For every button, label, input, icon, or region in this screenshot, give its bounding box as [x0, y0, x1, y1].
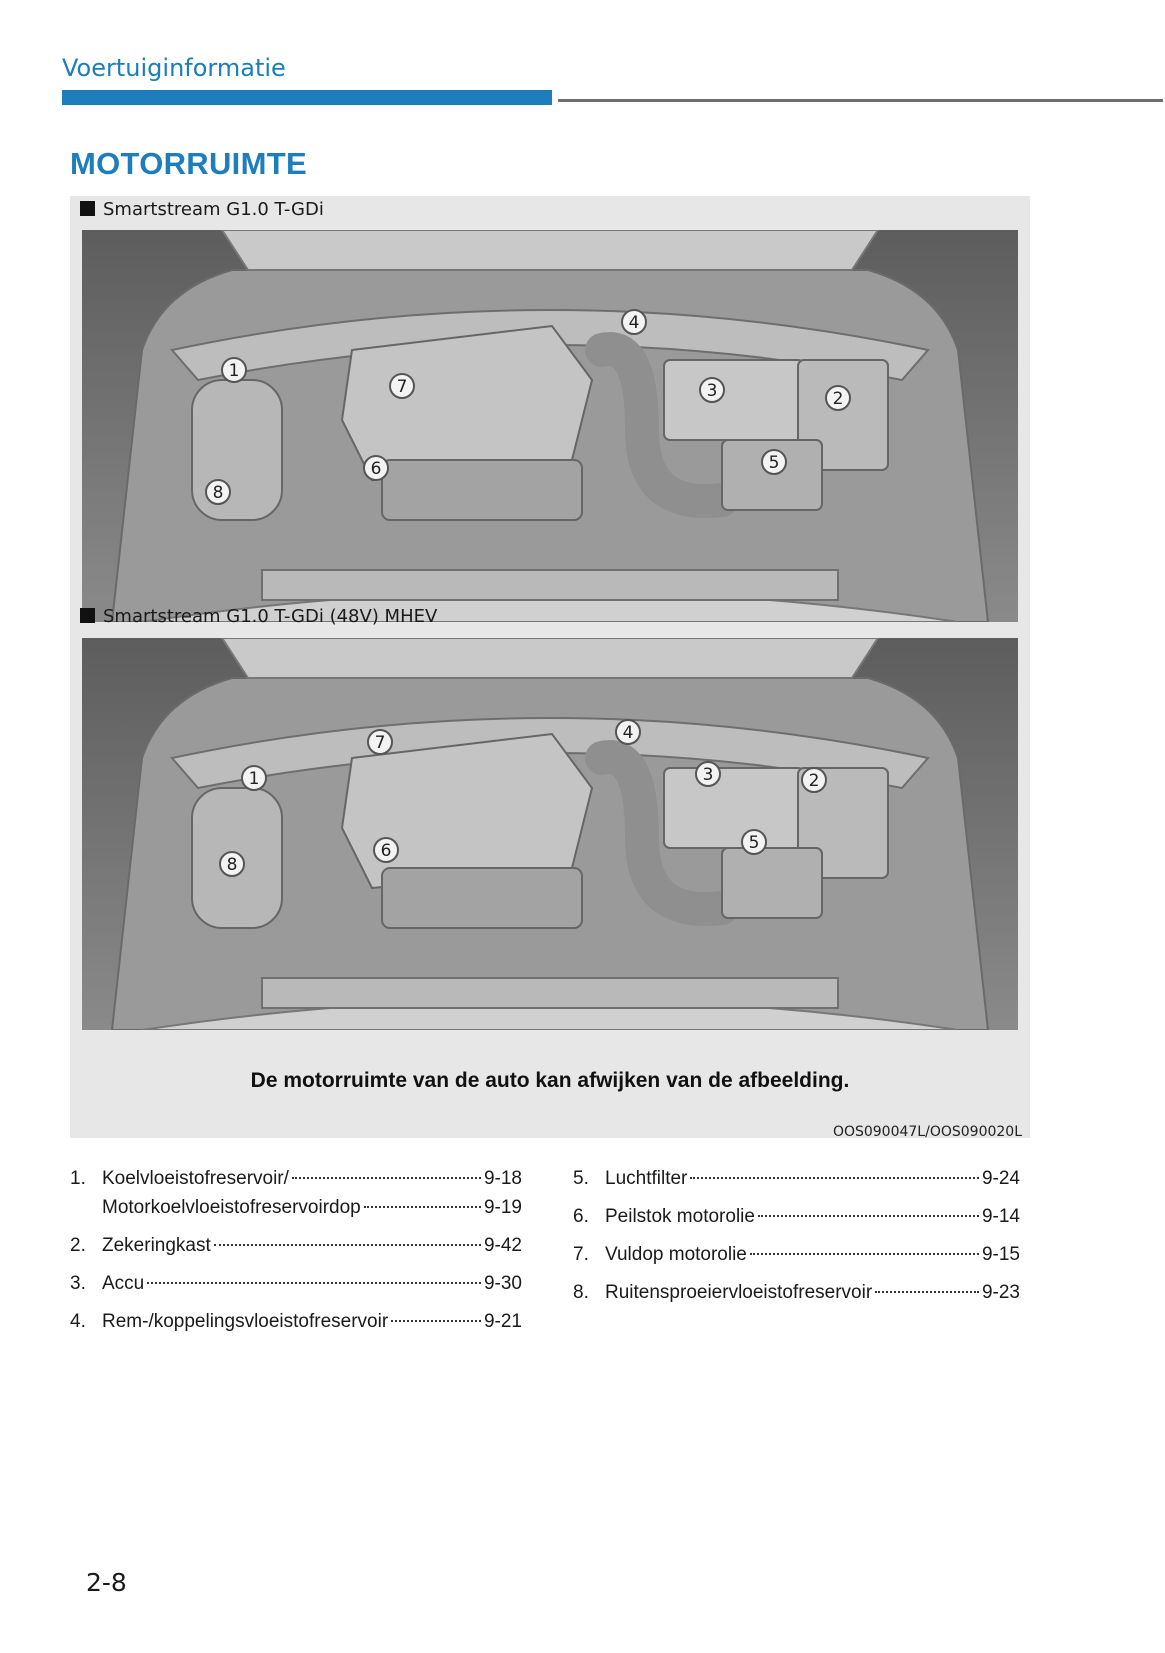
legend-page-ref: 9-24: [981, 1168, 1020, 1189]
legend-item: [70, 1164, 522, 1222]
callout-number: 7: [374, 733, 386, 753]
engine-bay-illustration-mhev: [82, 638, 1018, 1030]
callout-battery: [700, 378, 724, 402]
callout-air-filter: [742, 830, 766, 854]
legend-line: [70, 1193, 522, 1222]
legend-number: 5.: [573, 1168, 589, 1189]
radiator-support-shape: [262, 978, 838, 1008]
legend-item: [573, 1240, 1020, 1269]
leader-dots: [391, 1320, 481, 1322]
legend-number: 7.: [573, 1244, 589, 1265]
legend-item: [70, 1269, 522, 1298]
callout-number: 1: [228, 361, 240, 381]
callout-number: 3: [706, 381, 718, 401]
legend-page-ref: 9-30: [483, 1273, 522, 1294]
callout-fuse-box: [826, 386, 850, 410]
callout-number: 2: [832, 389, 844, 409]
leader-dots: [758, 1215, 979, 1217]
cowl-panel: [222, 638, 878, 678]
callout-coolant-reservoir: [222, 358, 246, 382]
legend-line: [70, 1164, 522, 1193]
callout-number: 4: [622, 723, 634, 743]
legend-line: [573, 1202, 1020, 1231]
legend-line: [573, 1164, 1020, 1193]
legend-number: 3.: [70, 1273, 86, 1294]
callout-number: 8: [226, 855, 238, 875]
leader-dots: [690, 1177, 979, 1179]
legend-page-ref: 9-15: [981, 1244, 1020, 1265]
callout-oil-filler-cap: [368, 730, 392, 754]
callout-number: 5: [748, 833, 760, 853]
callout-oil-dipstick: [374, 838, 398, 862]
radiator-support-shape: [262, 570, 838, 600]
engine-bay-illustration-g10: [82, 230, 1018, 622]
legend-item: [573, 1202, 1020, 1231]
leader-dots: [364, 1206, 481, 1208]
legend-label: Koelvloeistofreservoir/: [102, 1168, 289, 1189]
legend-label: Peilstok motorolie: [605, 1206, 755, 1227]
legend-item: [573, 1164, 1020, 1193]
legend-label: Motorkoelvloeistofreservoirdop: [102, 1197, 361, 1218]
callout-number: 5: [768, 453, 780, 473]
figure-caption: De motorruimte van de auto kan afwijken van de afbeelding.: [250, 1069, 850, 1092]
callout-number: 4: [628, 313, 640, 333]
callout-number: 2: [808, 771, 820, 791]
legend-label: Accu: [102, 1273, 145, 1294]
callout-brake-clutch-fluid-reservoir: [616, 720, 640, 744]
legend-item: [573, 1278, 1020, 1307]
square-bullet-icon: [80, 201, 95, 216]
legend-page-ref: 9-23: [981, 1282, 1020, 1303]
intake-manifold-shape: [382, 868, 582, 928]
callout-number: 6: [370, 459, 382, 479]
legend-list-left: [70, 1164, 522, 1345]
callout-number: 7: [396, 377, 408, 397]
callout-number: 8: [212, 483, 224, 503]
legend-list-right: [573, 1164, 1020, 1316]
leader-dots: [750, 1253, 979, 1255]
variant-label-mhev: Smartstream G1.0 T-GDi (48V) MHEV: [80, 606, 437, 627]
variant-label-g10: Smartstream G1.0 T-GDi: [80, 199, 324, 220]
legend-item: [70, 1307, 522, 1336]
legend-page-ref: 9-18: [483, 1168, 522, 1189]
header-rule: [558, 99, 1163, 102]
callout-number: 3: [702, 765, 714, 785]
callout-air-filter: [762, 450, 786, 474]
legend-line: [573, 1240, 1020, 1269]
legend-page-ref: 9-19: [483, 1197, 522, 1218]
legend-number: 8.: [573, 1282, 589, 1303]
legend-page-ref: 9-21: [483, 1311, 522, 1332]
legend-line: [573, 1278, 1020, 1307]
air-filter-shape: [722, 848, 822, 918]
square-bullet-icon: [80, 608, 95, 623]
intake-manifold-shape: [382, 460, 582, 520]
callout-oil-dipstick: [364, 456, 388, 480]
callout-brake-clutch-fluid-reservoir: [622, 310, 646, 334]
legend-number: 4.: [70, 1311, 86, 1332]
callout-coolant-reservoir: [242, 766, 266, 790]
callout-oil-filler-cap: [390, 374, 414, 398]
leader-dots: [292, 1177, 481, 1179]
battery-shape: [664, 768, 804, 848]
leader-dots: [214, 1244, 481, 1246]
legend-label: Rem-/koppelingsvloeistofreservoir: [102, 1311, 389, 1332]
callout-number: 6: [380, 841, 392, 861]
legend-label: Ruitensproeiervloeistofreservoir: [605, 1282, 873, 1303]
legend-line: [70, 1231, 522, 1260]
page-title: MOTORRUIMTE: [70, 146, 307, 181]
legend-number: 1.: [70, 1168, 86, 1189]
legend-item: [70, 1231, 522, 1260]
legend-label: Luchtfilter: [605, 1168, 688, 1189]
callout-fuse-box: [802, 768, 826, 792]
engine-cover-shape: [342, 734, 592, 888]
callout-number: 1: [248, 769, 260, 789]
legend-number: 2.: [70, 1235, 86, 1256]
legend-line: [70, 1307, 522, 1336]
callout-washer-fluid-reservoir: [220, 852, 244, 876]
legend-page-ref: 9-14: [981, 1206, 1020, 1227]
page-number: 2-8: [86, 1568, 127, 1597]
leader-dots: [875, 1291, 979, 1293]
legend-page-ref: 9-42: [483, 1235, 522, 1256]
callout-washer-fluid-reservoir: [206, 480, 230, 504]
section-label: Voertuiginformatie: [62, 54, 286, 82]
legend-number: 6.: [573, 1206, 589, 1227]
engine-bay-figure: [70, 196, 1030, 1138]
coolant-tank-shape: [192, 380, 282, 520]
header-rule-accent: [62, 90, 552, 105]
leader-dots: [147, 1282, 481, 1284]
callout-battery: [696, 762, 720, 786]
legend-line: [70, 1269, 522, 1298]
cowl-panel: [222, 230, 878, 270]
figure-code: OOS090047L/OOS090020L: [832, 1124, 1022, 1140]
battery-shape: [664, 360, 804, 440]
legend-label: Zekeringkast: [102, 1235, 211, 1256]
legend-label: Vuldop motorolie: [605, 1244, 747, 1265]
